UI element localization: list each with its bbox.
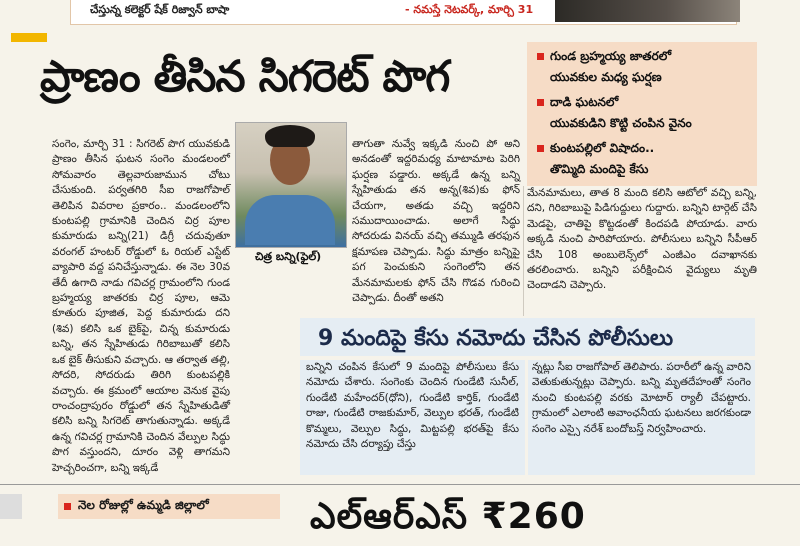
article-column-1-top bbox=[52, 137, 230, 474]
highlight-line: తొమ్మిది మందిపై కేసు bbox=[550, 162, 649, 176]
headline: ప్రాణం తీసిన సిగరెట్ పొగ bbox=[40, 52, 450, 102]
highlight-line: గుండ బ్రహ్మయ్య జాతరలో bbox=[550, 49, 672, 63]
highlight-line: కుంటపల్లిలో విషాదం.. bbox=[550, 141, 655, 155]
article-text: తాగుతా నువ్వే ఇక్కడి నుంచి పో అని అనడంతో ఇద్దరిమధ్య మాటామాట పెరిగి ఘర్షణ పడ్డారు. అక్కడే ఉన్న బన్ని స్నేహితుడు తన అన్న(శివ)కు ఫోన్ చేయగా, అతడు వచ్చి ఇద్దరిని సముదాయించాడు. అలాగే సిద్ధు సోదరుడు వినయ్ వచ్చి తమ్ముడి తరఫున క్షమాపణ చెప్పాడు. సిద్ధు మాత్రం బన్నిపై పగ పెంచుకుని సంగెంలోని తన మేనమామలకు ఫోన్ చేసి గొడవ గురించి చెప్పాడు. దీంతో అతని bbox=[352, 138, 520, 305]
article-column-4 bbox=[300, 360, 525, 475]
article-text: న్నట్లు సీఐ రాజగోపాల్ తెలిపారు. పరారీలో ఉన్న వారిని వెతుకుతున్నట్లు చెప్పారు. బన్ని మృతదేహంతో సంగెం నుంచి కుంటపల్లి వరకు మోటార్ ర్యాలీ చేపట్టారు. గ్రామంలో ఎలాంటి అవాంఛనీయ ఘటనలు జరగకుండా సంగెం ఎస్సై నరేశ్ బందోబస్త్ నిర్వహించారు. bbox=[532, 361, 751, 435]
top-strip-photo bbox=[555, 0, 740, 22]
article-column-2 bbox=[352, 137, 520, 305]
section-marker bbox=[11, 33, 47, 42]
photo-shirt bbox=[245, 195, 335, 245]
photo-caption: చిత్ర బన్ని(ఫైల్) bbox=[255, 250, 322, 263]
bullet-icon bbox=[537, 53, 544, 60]
highlight-line: దాడి ఘటనలో bbox=[550, 95, 619, 109]
article-text: బన్నిని చంపిన కేసులో 9 మందిపై పోలీసులు కేసు నమోదు చేశారు. సంగెంకు చెందిన గుండేటి సునీల్, గుండేటి మహేందర్(ధోని), గుండేటి కార్తిక్, గుండేటి రాజు, గుండేటి రాజకుమార్, వెల్పుల భరత్, గుండేటి కొమ్మలు, వెల్పుల సిద్ధు, మిట్టపల్లి భరత్‌పై కేసు నమోదు చేసి దర్యాప్తు చేస్తు bbox=[306, 361, 519, 451]
bottom-highlight-text: నెల రోజుల్లో ఉమ్మడి జిల్లాలో bbox=[78, 498, 209, 512]
article-text: మేనమామలు, తాత 8 మంది కలిసి ఆటోలో వచ్చి బన్ని, దని, గిరిబాబుపై పిడిగుద్దులు గుద్దారు. బన్నిని టార్గెట్ చేసి మెడపై, చాతిపై కొట్టడంతో కిందపడి పోయాడు. వారు అక్కడి నుంచి పారిపోయారు. పోలీసులు బన్నిని సీపీఆర్ చేసి 108 అంబులెన్స్‌లో ఎంజీఎం దవాఖానకు తరలించారు. బన్నిని పరీక్షించిన వైద్యులు మృతి చెందాడని చెప్పారు. bbox=[527, 187, 757, 292]
bullet-icon bbox=[537, 99, 544, 106]
article-text: సంగెం, మార్చి 31 : సిగరెట్ పొగ యువకుడి ప్రాణం తీసిన ఘటన సంగెం మండలంలో సోమవారం తెల్లవారుజామున చోటు చేసుకుంది. పర్వతగిరి సీఐ రాజగోపాల్ తెలిపిన వివరాల ప్రకారం.. మండలంలోని కుంటపల్లి గ్రామానికి చెందిన చిర్ర పూల కుమారుడు బన్ని(21) డిగ్రీ చదువుతూ వరంగల్ హంటర్ రోడ్డులో ఓ రియల్ ఎస్టేట్ వ్యాపారి వద్ద పనిచేస్తున్నాడు. ఈ నెల 30వ తేదీ ఉగాది నాడు గవిచర్ల గ్రామంలోని గుండ బ్రహ్మయ్య జాతరకు చిర్ర పూల, ఆమె కూతురు పూజిత, పెద్ద కుమారుడు దని (శివ) కలిసి ఒక బైక్‌పై, చిన్న కుమారుడు బన్ని, తన స్నేహితుడు గిరిబాబుతో కలిసి ఒక బైక్ తీసుకుని వచ్చారు. ఆ తర్వాత తల్లి, సోదరి, సోదరుడు తిరిగి కుంటపల్లికి వచ్చారు. ఈ క్రమంలో ఆయాల వెనుక వైపు రాంచంద్రాపురం రోడ్డులో తన స్నేహితుడితో కలిసి బన్ని సిగరెట్ తాగుతున్నాడు. అక్కడే ఉన్న గవిచర్ల గ్రామానికి చెందిన వేల్పుల సిద్ధు పొగ వస్తుందని, దూరం వెళ్లి తాగమని హెచ్చరించగా, బన్ని ఇక్కడే bbox=[52, 138, 230, 474]
highlight-item bbox=[537, 92, 753, 134]
edge-logo bbox=[0, 494, 22, 519]
highlight-item bbox=[537, 46, 753, 88]
photo-hair bbox=[265, 125, 315, 147]
bullet-icon bbox=[64, 503, 71, 510]
highlights-box bbox=[527, 42, 757, 186]
subheadline: 9 మందిపై కేసు నమోదు చేసిన పోలీసులు bbox=[318, 326, 674, 351]
highlight-line: యువకుడిని కొట్టి చంపిన వైనం bbox=[550, 116, 692, 130]
bullet-icon bbox=[537, 145, 544, 152]
highlight-item bbox=[537, 138, 753, 180]
next-headline: ఎల్ఆర్ఎస్ ₹260 bbox=[310, 496, 586, 537]
top-strip-dateline: - నమస్తే నెటవర్క్, మార్చి 31 bbox=[405, 3, 534, 16]
article-column-3 bbox=[527, 186, 757, 306]
highlight-line: యువకుల మధ్య ఘర్షణ bbox=[550, 70, 662, 84]
bottom-divider bbox=[0, 484, 800, 485]
column-divider bbox=[523, 186, 524, 316]
article-column-5 bbox=[528, 360, 755, 475]
top-strip-left-text: చేస్తున్న కలెక్టర్ షేక్ రిజ్వాన్ బాషా bbox=[90, 3, 230, 16]
